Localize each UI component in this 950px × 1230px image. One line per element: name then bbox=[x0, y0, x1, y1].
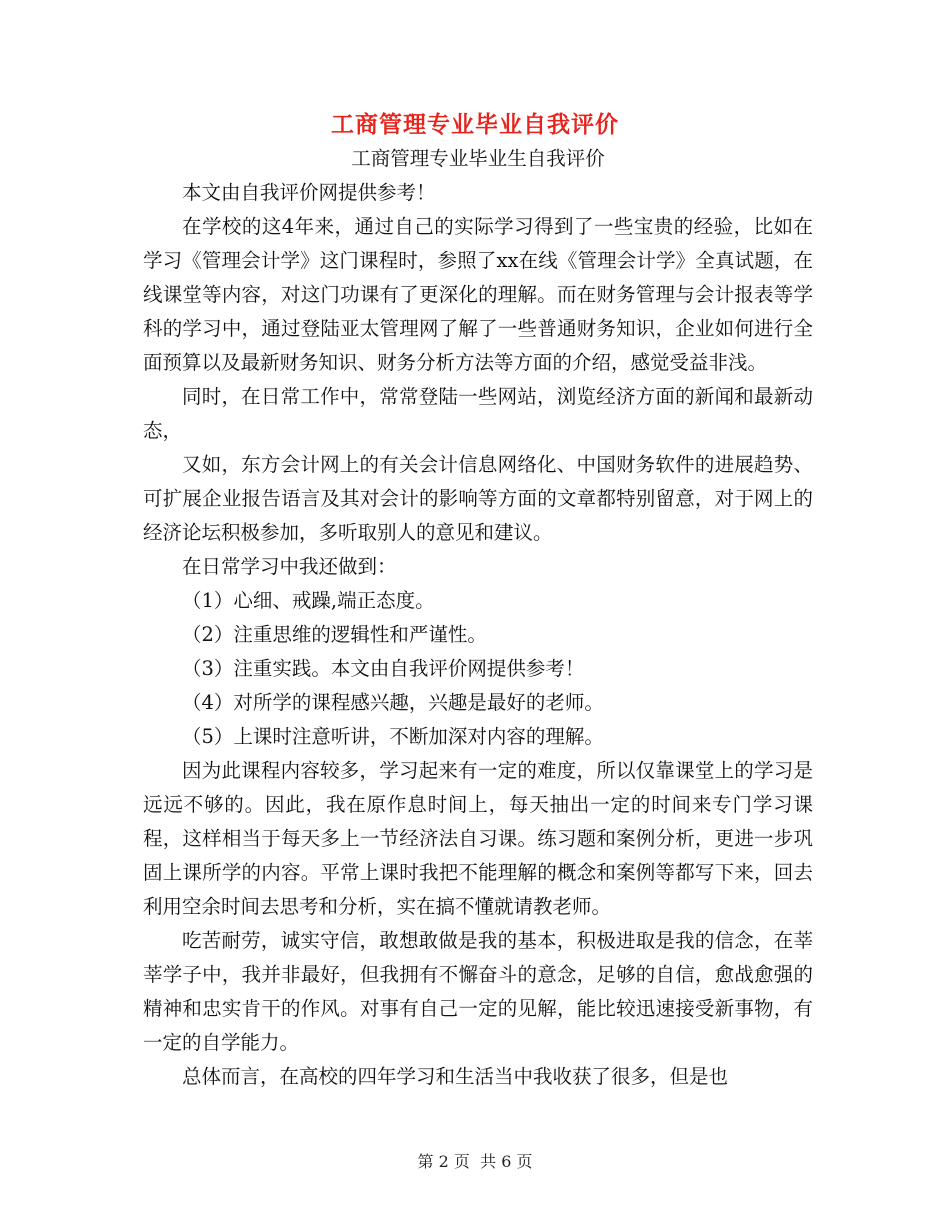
paragraph-learning-experience: 在学校的这4年来，通过自己的实际学习得到了一些宝贵的经验，比如在学习《管理会计学》这门课程时，参照了xx在线《管理会计学》全真试题，在线课堂等内容，对这门功课有了更深化的理解。而在财务管理与会计报表等学科的学习中，通过登陆亚太管理网了解了一些普通财务知识，企业如何进行全面预算以及最新财务知识、财务分析方法等方面的介绍，感觉受益非浅。 bbox=[143, 215, 813, 374]
document-title: 工商管理专业毕业自我评价 bbox=[331, 111, 619, 138]
list-item: （4）对所学的课程感兴趣，兴趣是最好的老师。 bbox=[182, 691, 604, 714]
total-page-count: 6 bbox=[501, 1152, 512, 1171]
list-item: （5）上课时注意听讲，不断加深对内容的理解。 bbox=[182, 725, 604, 748]
page-label-prefix: 第 bbox=[417, 1152, 434, 1171]
paragraph-personal-qualities: 吃苦耐劳，诚实守信，敢想敢做是我的基本，积极进取是我的信念，在莘莘学子中，我并非最好，但我拥有不懈奋斗的意念，足够的自信，愈战愈强的精神和忠实肯干的作风。对事有自己一定的见解，能比较迅速接受新事物，有一定的自学能力。 bbox=[143, 929, 813, 1054]
paragraph-study-habits-intro: 在日常学习中我还做到： bbox=[182, 555, 397, 578]
paragraph-accounting-network: 又如，东方会计网上的有关会计信息网络化、中国财务软件的进展趋势、可扩展企业报告语言及其对会计的影响等方面的文章都特别留意，对于网上的经济论坛积极参加，多听取别人的意见和建议。 bbox=[143, 453, 813, 544]
paragraph-source-note: 本文由自我评价网提供参考！ bbox=[182, 181, 436, 204]
list-item: （3）注重实践。本文由自我评价网提供参考！ bbox=[182, 657, 585, 680]
page-footer bbox=[0, 1151, 950, 1173]
list-item: （1）心细、戒躁,端正态度。 bbox=[182, 589, 435, 612]
document-subtitle: 工商管理专业毕业生自我评价 bbox=[351, 147, 605, 170]
current-page-number: 2 bbox=[438, 1152, 449, 1171]
list-item: （2）注重思维的逻辑性和严谨性。 bbox=[182, 623, 487, 646]
paragraph-daily-browsing: 同时，在日常工作中，常常登陆一些网站，浏览经济方面的新闻和最新动态， bbox=[143, 385, 813, 442]
paragraph-course-study: 因为此课程内容较多，学习起来有一定的难度，所以仅靠课堂上的学习是远远不够的。因此，我在原作息时间上，每天抽出一定的时间来专门学习课程，这样相当于每天多上一节经济法自习课。练习题和案例分析，更进一步巩固上课所学的内容。平常上课时我把不能理解的概念和案例等都写下来，回去利用空余时间去思考和分析，实在搞不懂就请教老师。 bbox=[143, 759, 813, 918]
page-label-suffix: 页 bbox=[516, 1152, 533, 1171]
document-body bbox=[143, 142, 813, 1094]
paragraph-summary: 总体而言，在高校的四年学习和生活当中我收获了很多，但是也 bbox=[182, 1065, 729, 1088]
page-label-middle: 页 共 bbox=[453, 1152, 497, 1171]
